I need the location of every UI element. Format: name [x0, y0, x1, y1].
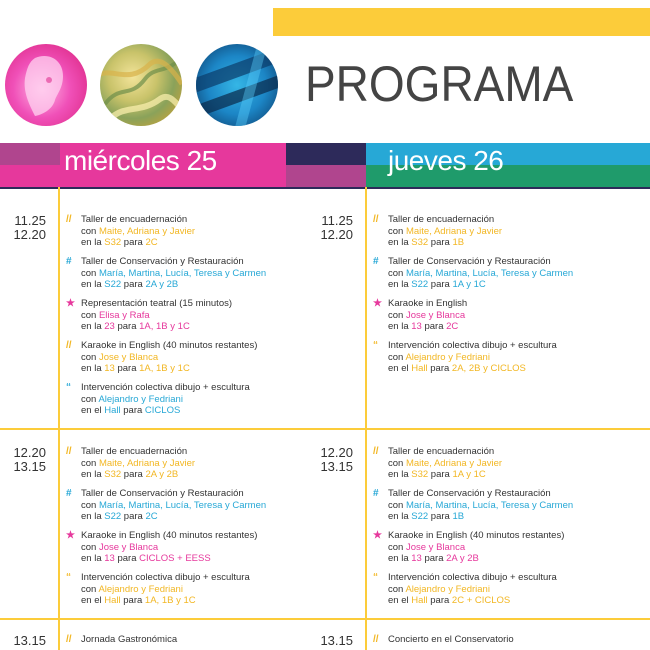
entry-title: Concierto en el Conservatorio: [388, 634, 514, 645]
row-divider: [0, 428, 650, 430]
day-heading-wednesday: miércoles 25: [64, 145, 217, 176]
slash-icon: //: [66, 214, 72, 225]
entry-hosts: [388, 226, 618, 238]
time-start: 11.25: [14, 213, 46, 228]
typography-photo-circle: [196, 44, 278, 126]
entry-hosts: [388, 352, 618, 364]
program-entry: [66, 214, 311, 249]
entry-title: Taller de encuadernación: [81, 446, 188, 457]
location-prefix: en la: [388, 321, 412, 332]
entry-hosts: [81, 352, 311, 364]
location-room: S22: [104, 279, 122, 290]
hosts-names: Maite, Adriana y Javier: [98, 225, 196, 237]
hosts-prefix: con: [81, 225, 99, 237]
audience-prefix: para: [428, 469, 453, 480]
program-entry: [66, 572, 311, 607]
location-prefix: en la: [388, 237, 412, 248]
entry-location: [388, 237, 618, 249]
entry-location: [81, 553, 311, 565]
program-entry: [373, 634, 618, 646]
hosts-prefix: con: [81, 499, 99, 511]
entry-title: Intervención colectiva dibujo + escultura: [388, 572, 557, 583]
location-prefix: en el: [388, 363, 412, 374]
time-start: 12.20: [320, 445, 353, 460]
program-entry: [373, 298, 618, 333]
entry-title: Taller de encuadernación: [388, 214, 495, 225]
location-prefix: en la: [388, 553, 412, 564]
hosts-names: Maite, Adriana y Javier: [405, 225, 503, 237]
entry-title: Intervención colectiva dibujo + escultura: [81, 382, 250, 393]
location-room: S32: [104, 469, 122, 480]
hosts-names: Alejandro y Fedriani: [405, 351, 490, 363]
hosts-names: María, Martina, Lucía, Teresa y Carmen: [98, 499, 267, 511]
audience-prefix: para: [421, 553, 447, 564]
hosts-names: Jose y Blanca: [98, 351, 159, 363]
entry-hosts: [81, 542, 311, 554]
entry-location: [388, 553, 618, 565]
location-prefix: en el: [81, 405, 105, 416]
entry-location: [388, 511, 618, 523]
time-start: 13.15: [13, 633, 46, 648]
program-entry: [66, 340, 311, 375]
hosts-names: María, Martina, Lucía, Teresa y Carmen: [98, 267, 267, 279]
star-icon: ★: [66, 530, 75, 541]
entry-title: Karaoke in English (40 minutos restantes): [388, 530, 565, 541]
quote-icon: “: [66, 572, 71, 583]
location-prefix: en la: [81, 321, 105, 332]
star-icon: ★: [66, 298, 75, 309]
time-end: 12.20: [13, 227, 46, 242]
entry-hosts: [81, 458, 311, 470]
entry-title: Taller de Conservación y Restauración: [81, 256, 244, 267]
entry-hosts: [81, 310, 311, 322]
audience-groups: 2A y 2B: [446, 553, 479, 564]
audience-groups: 1B: [452, 237, 465, 248]
hosts-names: Alejandro y Fedriani: [98, 393, 183, 405]
entry-title: Jornada Gastronómica: [81, 634, 178, 645]
hosts-names: Alejandro y Fedriani: [405, 583, 490, 595]
program-entry: [66, 446, 311, 481]
audience-prefix: para: [114, 363, 140, 374]
program-entry: [66, 634, 311, 646]
hosts-names: Maite, Adriana y Javier: [405, 457, 503, 469]
entry-title: Karaoke in English (40 minutos restantes): [81, 340, 258, 351]
entry-title: Intervención colectiva dibujo + escultura: [388, 340, 557, 351]
hosts-names: Jose y Blanca: [405, 541, 466, 553]
entry-hosts: [81, 268, 311, 280]
audience-prefix: para: [120, 405, 145, 416]
location-room: S22: [411, 279, 429, 290]
location-prefix: en la: [388, 469, 412, 480]
entry-location: [81, 511, 311, 523]
location-room: S32: [411, 237, 429, 248]
audience-prefix: para: [121, 279, 146, 290]
entry-location: [81, 363, 311, 375]
audience-groups: 2A y 2B: [145, 469, 179, 480]
location-room: 13: [411, 321, 422, 332]
time-end: 13.15: [320, 459, 353, 474]
audience-groups: 1A, 1B y 1C: [139, 363, 190, 374]
program-entry: [66, 382, 311, 417]
location-room: Hall: [104, 405, 121, 416]
time-start: 13.15: [320, 633, 353, 648]
slash-icon: //: [66, 634, 72, 645]
entry-title: Karaoke in English: [388, 298, 468, 309]
hosts-names: Jose y Blanca: [405, 309, 466, 321]
audience-prefix: para: [427, 363, 452, 374]
header-accent-bar: [273, 8, 650, 36]
time-end: 13.15: [13, 459, 46, 474]
slash-icon: //: [66, 446, 72, 457]
page-title: PROGRAMA: [305, 56, 574, 112]
entry-location: [81, 469, 311, 481]
location-prefix: en el: [81, 595, 105, 606]
program-entry: [66, 256, 311, 291]
time-start: 12.20: [13, 445, 46, 460]
audience-prefix: para: [428, 511, 453, 522]
audience-groups: 2C: [145, 237, 158, 248]
row-divider: [0, 618, 650, 620]
hosts-prefix: con: [81, 267, 99, 279]
entry-title: Taller de Conservación y Restauración: [388, 488, 551, 499]
audience-groups: 2C: [446, 321, 459, 332]
location-room: 13: [104, 363, 115, 374]
location-prefix: en la: [81, 553, 105, 564]
location-room: 13: [104, 553, 115, 564]
location-room: Hall: [411, 363, 428, 374]
slash-icon: //: [373, 446, 379, 457]
hosts-prefix: con: [81, 351, 99, 363]
hosts-prefix: con: [81, 309, 99, 321]
entry-title: Intervención colectiva dibujo + escultura: [81, 572, 250, 583]
entry-hosts: [388, 458, 618, 470]
day-heading-thursday: jueves 26: [388, 145, 504, 176]
column-divider-thursday: [365, 187, 367, 650]
audience-groups: CICLOS: [144, 405, 181, 416]
audience-groups: 1B: [452, 511, 465, 522]
entry-hosts: [388, 500, 618, 512]
audience-groups: 1A y 1C: [452, 279, 486, 290]
slash-icon: //: [66, 340, 72, 351]
entry-location: [81, 279, 311, 291]
hosts-prefix: con: [388, 457, 406, 469]
entry-location: [388, 279, 618, 291]
entry-hosts: [388, 268, 618, 280]
audience-groups: 2A, 2B y CICLOS: [451, 363, 526, 374]
hosts-names: Jose y Blanca: [98, 541, 159, 553]
location-prefix: en la: [388, 511, 412, 522]
hosts-names: María, Martina, Lucía, Teresa y Carmen: [405, 267, 574, 279]
location-prefix: en el: [388, 595, 412, 606]
program-entry: [373, 446, 618, 481]
time-end: 12.20: [320, 227, 353, 242]
slash-icon: //: [373, 634, 379, 645]
location-room: Hall: [411, 595, 428, 606]
star-icon: ★: [373, 298, 382, 309]
quote-icon: “: [373, 572, 378, 583]
location-prefix: en la: [81, 279, 105, 290]
entry-hosts: [388, 542, 618, 554]
star-icon: ★: [373, 530, 382, 541]
location-room: S22: [104, 511, 122, 522]
audience-prefix: para: [114, 321, 140, 332]
location-room: S22: [411, 511, 429, 522]
entry-title: Karaoke in English (40 minutos restantes): [81, 530, 258, 541]
location-room: Hall: [104, 595, 121, 606]
hosts-prefix: con: [81, 393, 99, 405]
hosts-prefix: con: [388, 309, 406, 321]
audience-groups: 2C: [145, 511, 158, 522]
hosts-prefix: con: [81, 583, 99, 595]
entry-hosts: [81, 584, 311, 596]
audience-prefix: para: [121, 237, 146, 248]
location-room: 23: [104, 321, 115, 332]
location-prefix: en la: [388, 279, 412, 290]
audience-prefix: para: [121, 469, 146, 480]
audience-groups: 1A y 1C: [452, 469, 486, 480]
hosts-prefix: con: [388, 225, 406, 237]
entry-location: [388, 363, 618, 375]
entry-title: Taller de encuadernación: [388, 446, 495, 457]
entry-location: [81, 237, 311, 249]
hosts-names: María, Martina, Lucía, Teresa y Carmen: [405, 499, 574, 511]
audience-prefix: para: [428, 279, 453, 290]
location-prefix: en la: [81, 511, 105, 522]
audience-prefix: para: [428, 237, 453, 248]
hosts-names: Alejandro y Fedriani: [98, 583, 183, 595]
entry-location: [388, 469, 618, 481]
column-divider-wednesday: [58, 187, 60, 650]
hosts-prefix: con: [81, 541, 99, 553]
location-room: S32: [411, 469, 429, 480]
program-entry: [373, 572, 618, 607]
hosts-names: Maite, Adriana y Javier: [98, 457, 196, 469]
audience-prefix: para: [427, 595, 452, 606]
entry-hosts: [81, 226, 311, 238]
location-prefix: en la: [81, 363, 105, 374]
hash-icon: #: [373, 488, 379, 499]
entry-title: Taller de Conservación y Restauración: [81, 488, 244, 499]
entry-title: Taller de Conservación y Restauración: [388, 256, 551, 267]
program-entry: [373, 340, 618, 375]
audience-groups: 2C + CICLOS: [451, 595, 511, 606]
program-entry: [66, 488, 311, 523]
quote-icon: “: [373, 340, 378, 351]
program-entry: [373, 488, 618, 523]
program-entry: [66, 298, 311, 333]
entry-location: [388, 321, 618, 333]
hosts-prefix: con: [388, 351, 406, 363]
hosts-prefix: con: [81, 457, 99, 469]
audience-groups: 1A, 1B y 1C: [139, 321, 190, 332]
audience-prefix: para: [121, 511, 146, 522]
entry-location: [81, 405, 311, 417]
program-entry: [373, 214, 618, 249]
audience-groups: 2A y 2B: [145, 279, 179, 290]
entry-location: [388, 595, 618, 607]
audience-prefix: para: [120, 595, 145, 606]
hosts-prefix: con: [388, 267, 406, 279]
entry-title: Taller de encuadernación: [81, 214, 188, 225]
program-entry: [66, 530, 311, 565]
slash-icon: //: [373, 214, 379, 225]
entry-title: Representación teatral (15 minutos): [81, 298, 233, 309]
hosts-names: Elisa y Rafa: [98, 309, 150, 321]
hash-icon: #: [66, 256, 72, 267]
entry-location: [81, 321, 311, 333]
location-prefix: en la: [81, 469, 105, 480]
painting-photo-circle: [100, 44, 182, 126]
time-start: 11.25: [321, 213, 353, 228]
audience-groups: 1A, 1B y 1C: [144, 595, 196, 606]
entry-hosts: [388, 310, 618, 322]
entry-location: [81, 595, 311, 607]
hosts-prefix: con: [388, 583, 406, 595]
location-room: S32: [104, 237, 122, 248]
audience-prefix: para: [114, 553, 140, 564]
entry-hosts: [81, 500, 311, 512]
entry-hosts: [81, 394, 311, 406]
location-prefix: en la: [81, 237, 105, 248]
hash-icon: #: [66, 488, 72, 499]
hash-icon: #: [373, 256, 379, 267]
audience-groups: CICLOS + EESS: [139, 553, 211, 564]
program-entry: [373, 530, 618, 565]
quote-icon: “: [66, 382, 71, 393]
location-room: 13: [411, 553, 422, 564]
hosts-prefix: con: [388, 541, 406, 553]
audience-prefix: para: [421, 321, 447, 332]
hosts-prefix: con: [388, 499, 406, 511]
entry-hosts: [388, 584, 618, 596]
program-entry: [373, 256, 618, 291]
sculpture-photo-circle: [5, 44, 87, 126]
